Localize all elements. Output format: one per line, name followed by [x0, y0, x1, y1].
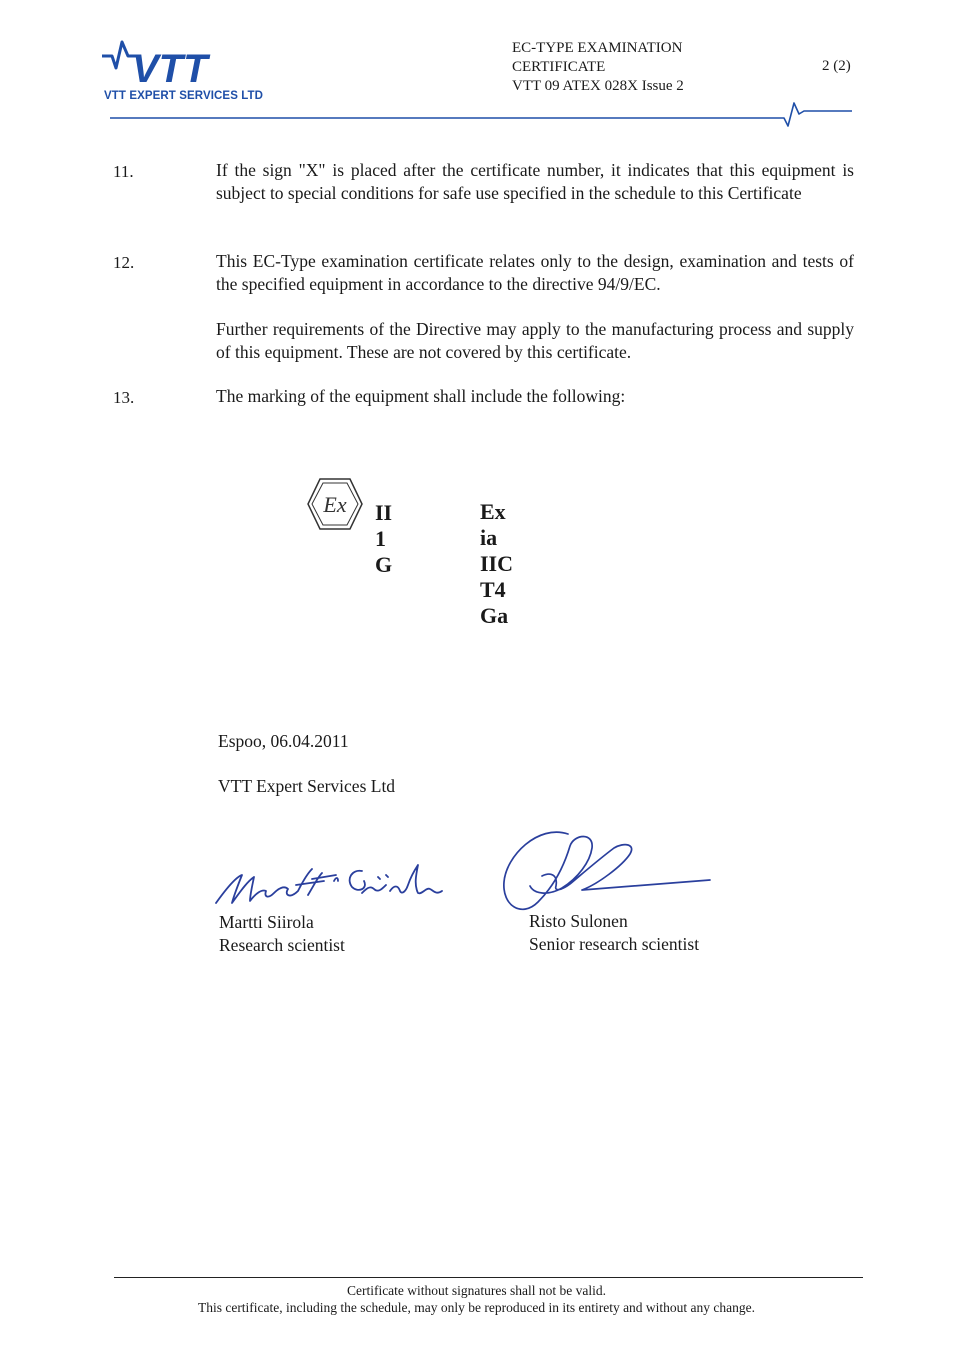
header-rule: [110, 98, 855, 128]
footer-reproduction-note: This certificate, including the schedule, may only be reproduced in its entirety and without any change.: [197, 1300, 756, 1315]
doc-reference: VTT 09 ATEX 028X Issue 2: [512, 78, 684, 94]
issuing-company: VTT Expert Services Ltd: [218, 776, 396, 796]
footer-validity-note: Certificate without signatures shall not be valid.: [346, 1283, 607, 1298]
marking-code: Ex ia IIC T4 Ga: [480, 499, 514, 628]
item-paragraph: This EC-Type examination certificate relates only to the design, examination and tests of the specified equipment in accordance to the directive 94/9/EC.: [216, 251, 854, 294]
ex-symbol-text: Ex: [323, 492, 347, 517]
signature-risto-sulonen: [498, 826, 716, 918]
marking-group: II 1 G: [375, 500, 393, 577]
ex-hexagon-icon: [306, 477, 364, 531]
item-paragraph: Further requirements of the Directive may apply to the manufacturing process and supply of this equipment. These are not covered by this certificate.: [216, 319, 854, 362]
company-subtitle: VTT EXPERT SERVICES LTD: [104, 90, 264, 102]
place-and-date: Espoo, 06.04.2011: [218, 731, 349, 751]
item-paragraph: If the sign "X" is placed after the certificate number, it indicates that this equipment is subject to special conditions for safe use specified in the schedule to this Certificate: [216, 160, 854, 203]
signatory-title: Research scientist: [219, 935, 345, 955]
doc-title-line1: EC-TYPE EXAMINATION: [512, 40, 683, 56]
signatory-name: Martti Siirola: [219, 912, 314, 932]
signatory-name: Risto Sulonen: [529, 911, 628, 931]
footer-rule: [114, 1277, 863, 1278]
page-number: 2 (2): [822, 58, 851, 74]
signature-martti-siirola: [212, 855, 447, 915]
item-number: 12.: [113, 253, 135, 272]
signatory-title: Senior research scientist: [529, 934, 700, 954]
item-number: 13.: [113, 388, 135, 407]
doc-title-line2: CERTIFICATE: [512, 59, 606, 75]
item-number: 11.: [113, 162, 134, 181]
logo-text: VTT: [132, 47, 208, 90]
item-paragraph: The marking of the equipment shall include the following:: [216, 386, 626, 406]
vtt-logo-graphic: [102, 38, 282, 90]
